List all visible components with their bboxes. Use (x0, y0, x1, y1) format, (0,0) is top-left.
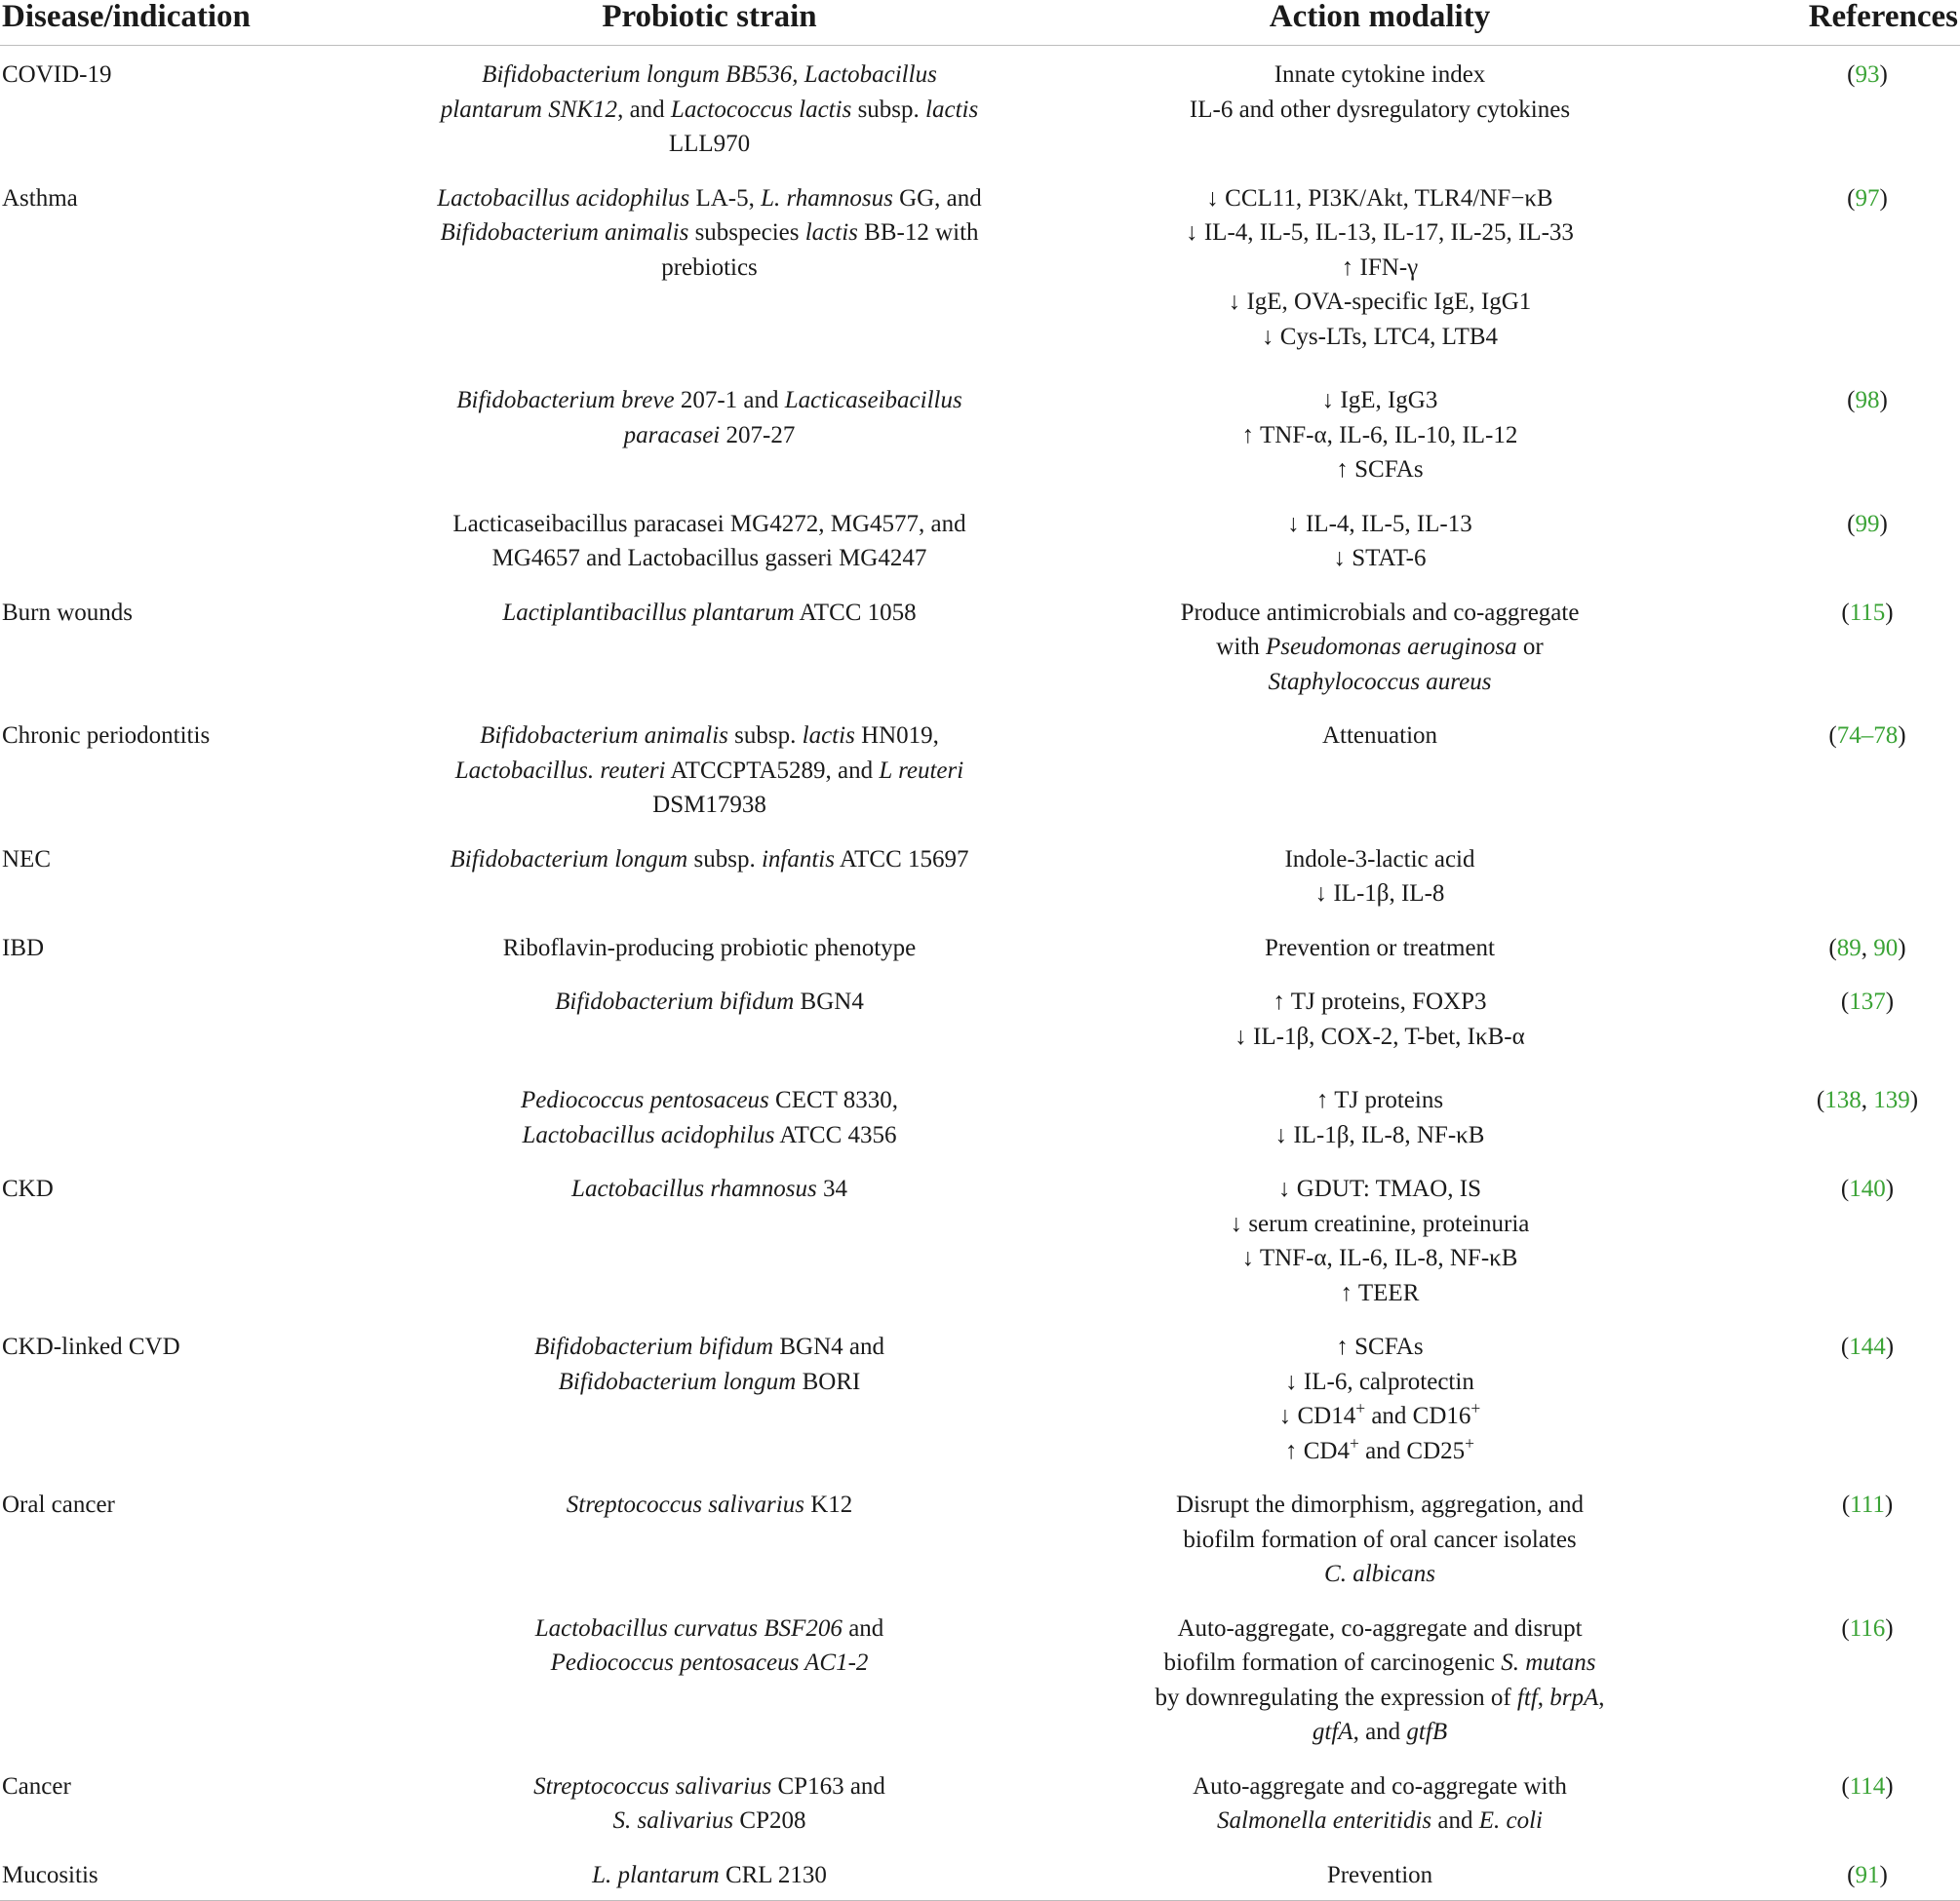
action-line: ↓ GDUT: TMAO, IS (1277, 1176, 1482, 1202)
action-line: gtfA, and gtfB (1312, 1719, 1448, 1745)
cell-action (985, 495, 1775, 584)
action-line: Salmonella enteritidis and E. coli (1217, 1807, 1543, 1834)
header-disease: Disease/indication (0, 0, 434, 46)
action-line: ↑ SCFAs (1336, 456, 1424, 483)
action-line: Innate cytokine index (1274, 61, 1486, 88)
cell-action (985, 584, 1775, 708)
action-line: ↓ CCL11, PI3K/Akt, TLR4/NF−κB (1206, 184, 1553, 212)
cell-references: (97) (1847, 184, 1888, 212)
action-line: ↑ TNF-α, IL-6, IL-10, IL-12 (1241, 421, 1518, 448)
reference-link[interactable]: 115 (1849, 599, 1886, 626)
table-row (0, 1160, 1960, 1318)
action-line: by downregulating the expression of ftf, brpA, (1155, 1684, 1605, 1711)
cell-strain: Bifidobacterium longum subsp. infantis ATCC 15697 (450, 845, 969, 873)
cell-references: (144) (1840, 1334, 1895, 1360)
cell-references: (99) (1847, 510, 1888, 537)
table-row (0, 707, 1960, 831)
reference-link[interactable]: 138 (1824, 1087, 1862, 1113)
table-row (0, 170, 1960, 363)
cell-action (985, 1318, 1775, 1476)
action-line: ↑ TJ proteins, FOXP3 (1273, 989, 1487, 1015)
table-row (0, 1600, 1960, 1758)
action-line: Produce antimicrobials and co-aggregate (1180, 599, 1580, 626)
cell-disease: Cancer (2, 1772, 71, 1800)
cell-strain: Bifidobacterium bifidum BGN4 (555, 989, 864, 1015)
action-line: IL-6 and other dysregulatory cytokines (1189, 96, 1571, 123)
cell-references: (89, 90) (1828, 934, 1906, 961)
cell-action (985, 707, 1775, 831)
action-line: ↓ TNF-α, IL-6, IL-8, NF-κB (1241, 1245, 1518, 1271)
cell-strain: Riboflavin-producing probiotic phenotype (502, 934, 917, 961)
reference-link[interactable]: 111 (1850, 1492, 1885, 1518)
cell-disease: Mucositis (0, 1846, 434, 1901)
cell-references: (138, 139) (1816, 1087, 1919, 1113)
reference-link[interactable]: 78 (1873, 722, 1899, 749)
cell-action (985, 1600, 1775, 1758)
action-line: ↑ TEER (1340, 1279, 1420, 1306)
table-row (0, 362, 1960, 495)
action-line: biofilm formation of carcinogenic S. mutans (1163, 1649, 1596, 1676)
cell-action (985, 1160, 1775, 1318)
action-line: Disrupt the dimorphism, aggregation, and (1176, 1492, 1584, 1518)
table-row (0, 46, 1960, 170)
table-row (0, 831, 1960, 919)
table-row (0, 1476, 1960, 1600)
cell-action (985, 919, 1775, 974)
reference-link[interactable]: 74 (1836, 722, 1862, 749)
action-line: Prevention or treatment (1264, 934, 1496, 961)
reference-link[interactable]: 116 (1849, 1614, 1886, 1642)
reference-link[interactable]: 93 (1855, 61, 1880, 88)
header-strain: Probiotic strain (434, 0, 985, 46)
cell-action (985, 1476, 1775, 1600)
cell-action (985, 362, 1775, 495)
cell-action (985, 831, 1775, 919)
cell-action (985, 1062, 1775, 1160)
cell-disease: Burn wounds (2, 599, 134, 626)
cell-references: (137) (1840, 989, 1895, 1015)
cell-action (985, 46, 1775, 170)
cell-references: (91) (1775, 1846, 1960, 1901)
reference-link[interactable]: 114 (1849, 1772, 1886, 1800)
cell-action (985, 170, 1775, 363)
table-row (0, 584, 1960, 708)
cell-disease (0, 495, 434, 584)
cell-strain: Streptococcus salivarius CP163 and S. salivarius CP208 (533, 1772, 885, 1834)
action-line: Staphylococcus aureus (1268, 668, 1492, 695)
action-line: ↓ IL-1β, IL-8 (1314, 880, 1445, 907)
cell-disease: NEC (2, 845, 51, 873)
table-row (0, 1062, 1960, 1160)
action-line: ↓ IL-1β, IL-8, NF-κB (1274, 1121, 1485, 1148)
cell-strain: Bifidobacterium breve 207-1 and Lacticaseibacillus paracasei 207-27 (456, 387, 962, 448)
action-line: Auto-aggregate and co-aggregate with (1193, 1772, 1567, 1800)
reference-link[interactable]: 90 (1873, 934, 1899, 961)
cell-strain: Bifidobacterium longum BB536, Lactobacillus plantarum SNK12, and Lactococcus lactis subsp. lactis LLL970 (440, 61, 979, 157)
action-line: ↓ IgE, OVA-specific IgE, IgG1 (1228, 289, 1532, 315)
cell-references: (98) (1847, 387, 1888, 413)
reference-link[interactable]: 89 (1836, 934, 1862, 961)
action-line: ↓ IL-4, IL-5, IL-13, IL-17, IL-25, IL-33 (1186, 219, 1574, 246)
table-body (0, 46, 1960, 1901)
action-line: ↓ IL-6, calprotectin (1285, 1368, 1474, 1395)
reference-link[interactable]: 137 (1849, 989, 1886, 1015)
cell-strain: L. plantarum CRL 2130 (434, 1846, 985, 1901)
cell-references: (111) (1841, 1492, 1894, 1518)
cell-disease (0, 362, 434, 495)
cell-strain: Lactobacillus curvatus BSF206 and Pediococcus pentosaceus AC1-2 (534, 1614, 884, 1676)
cell-action (985, 1846, 1775, 1901)
cell-disease: Oral cancer (2, 1492, 115, 1518)
cell-strain: Streptococcus salivarius K12 (566, 1492, 853, 1518)
action-line: ↑ CD4+ and CD25+ (1284, 1433, 1475, 1464)
header-action: Action modality (985, 0, 1775, 46)
cell-strain: Pediococcus pentosaceus CECT 8330, Lactobacillus acidophilus ATCC 4356 (521, 1087, 898, 1148)
cell-strain: Lactobacillus rhamnosus 34 (571, 1176, 847, 1202)
cell-disease (0, 1062, 434, 1160)
action-line: ↓ Cys-LTs, LTC4, LTB4 (1261, 323, 1499, 350)
cell-references: (114) (1841, 1772, 1894, 1800)
reference-link[interactable]: 97 (1855, 184, 1880, 212)
action-line: Auto-aggregate, co-aggregate and disrupt (1177, 1614, 1583, 1642)
cell-action (985, 973, 1775, 1062)
cell-disease (0, 973, 434, 1062)
cell-strain: Lacticaseibacillus paracasei MG4272, MG4577, and MG4657 and Lactobacillus gasseri MG4247 (452, 510, 966, 571)
reference-link[interactable]: 91 (1855, 1861, 1880, 1888)
action-line: ↓ IL-1β, COX-2, T-bet, IκB-α (1235, 1023, 1525, 1050)
cell-strain: Lactiplantibacillus plantarum ATCC 1058 (502, 599, 917, 626)
action-line: ↓ IL-4, IL-5, IL-13 (1287, 510, 1472, 537)
action-line: ↑ TJ proteins (1315, 1087, 1444, 1113)
table-row (0, 919, 1960, 974)
reference-link[interactable]: 144 (1849, 1334, 1886, 1360)
cell-disease (0, 1600, 434, 1758)
cell-disease: COVID-19 (2, 61, 112, 88)
reference-link[interactable]: 140 (1849, 1176, 1886, 1202)
cell-references: (140) (1840, 1176, 1895, 1202)
action-line: ↑ SCFAs (1336, 1334, 1424, 1360)
reference-link[interactable]: 98 (1855, 387, 1880, 413)
header-references: References (1775, 0, 1960, 46)
cell-disease: CKD (2, 1176, 54, 1202)
header-row (0, 0, 1960, 46)
action-line: ↓ CD14+ and CD16+ (1278, 1398, 1481, 1429)
action-line: with Pseudomonas aeruginosa or (1216, 634, 1544, 660)
action-line: Prevention (1326, 1861, 1433, 1888)
cell-strain: Bifidobacterium bifidum BGN4 and Bifidobacterium longum BORI (533, 1334, 884, 1395)
cell-references: (93) (1847, 61, 1888, 88)
cell-strain: Bifidobacterium animalis subsp. lactis HN019, Lactobacillus. reuteri ATCCPTA5289, and L reuteri DSM17938 (454, 722, 964, 818)
cell-strain: Lactobacillus acidophilus LA-5, L. rhamnosus GG, and Bifidobacterium animalis subspecies lactis BB-12 with prebiotics (437, 184, 982, 281)
cell-references (1775, 831, 1960, 919)
cell-disease: Chronic periodontitis (2, 722, 211, 749)
cell-action (985, 1758, 1775, 1846)
reference-link[interactable]: 139 (1873, 1087, 1910, 1113)
action-line: ↓ STAT-6 (1333, 545, 1427, 571)
table-row (0, 1318, 1960, 1476)
action-line: ↓ serum creatinine, proteinuria (1230, 1210, 1530, 1237)
reference-link[interactable]: 99 (1855, 510, 1880, 537)
cell-references: (115) (1841, 599, 1894, 626)
cell-references: (74–78) (1828, 722, 1906, 749)
action-line: ↓ IgE, IgG3 (1321, 387, 1438, 413)
cell-disease: CKD-linked CVD (2, 1334, 180, 1360)
cell-disease: Asthma (2, 184, 78, 212)
table-row (0, 973, 1960, 1062)
table-row (0, 1758, 1960, 1846)
cell-references: (116) (1841, 1614, 1894, 1642)
table-header (0, 0, 1960, 46)
action-line: Indole-3-lactic acid (1284, 845, 1475, 873)
cell-disease: IBD (2, 934, 45, 961)
action-line: biofilm formation of oral cancer isolates (1183, 1526, 1577, 1553)
action-line: ↑ IFN-γ (1341, 253, 1419, 281)
action-line: C. albicans (1324, 1561, 1435, 1587)
table-row (0, 1846, 1960, 1901)
table-row (0, 495, 1960, 584)
action-line: Attenuation (1321, 722, 1438, 749)
